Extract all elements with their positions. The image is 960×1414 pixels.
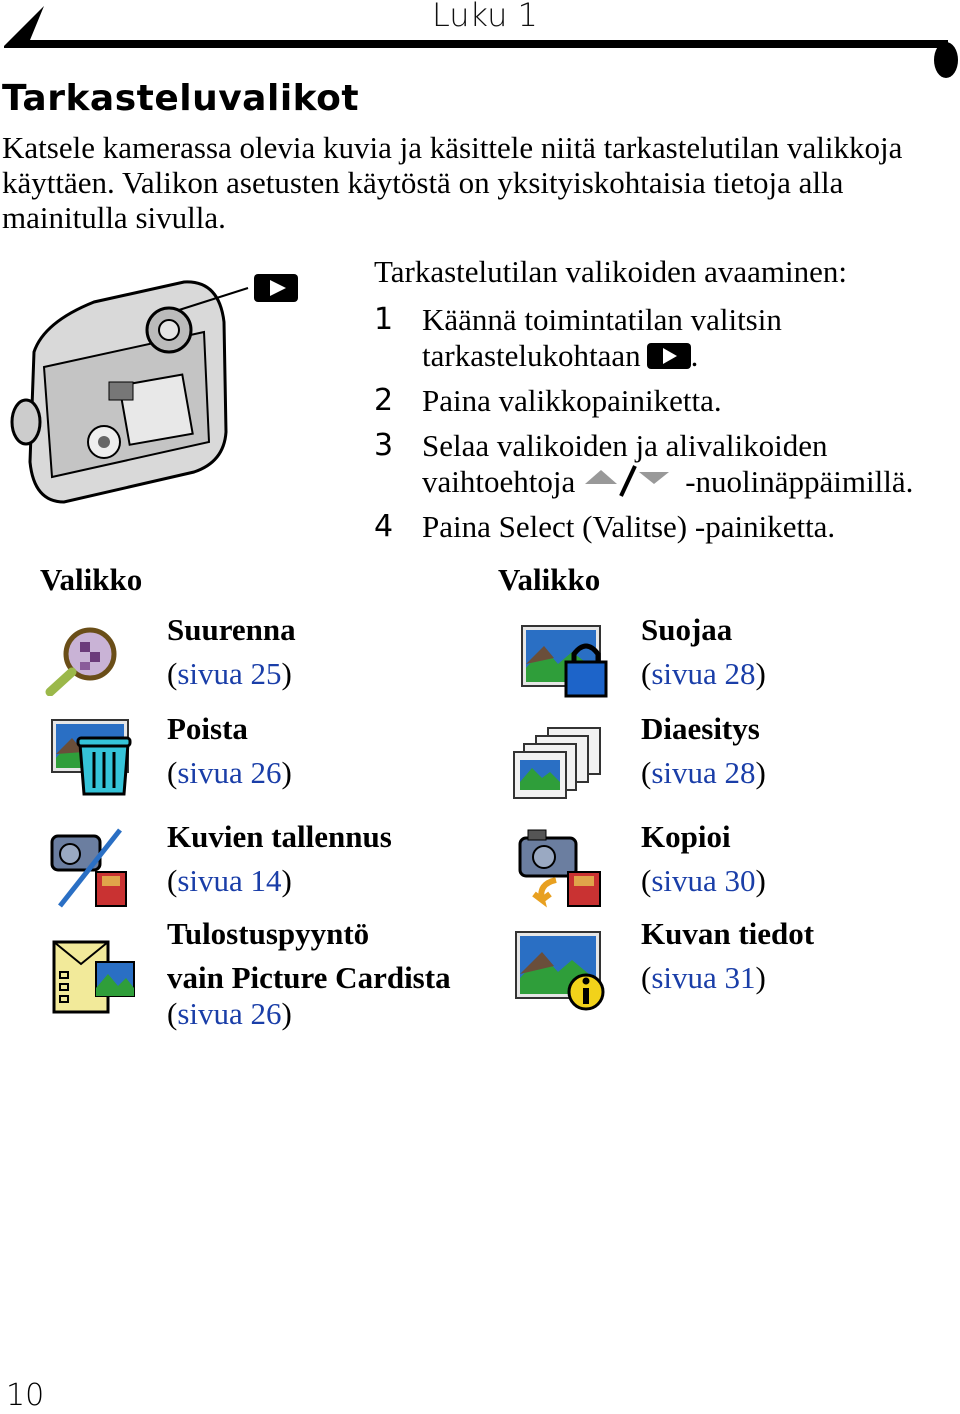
- menu-item-zoom-name: Suurenna: [167, 612, 296, 647]
- intro-paragraph: Katsele kamerassa olevia kuvia ja käsittele niitä tarkastelutilan valikkoja käyttäen. Valikon asetusten käytöstä on yksityiskohtaisia tietoja alla mainitulla sivulla.: [2, 130, 903, 235]
- copy-icon: [516, 824, 610, 910]
- info-icon: [514, 930, 606, 1012]
- menu-item-protect-name: Suojaa: [641, 612, 733, 647]
- step-3: [374, 428, 954, 508]
- magnifier-icon: [44, 622, 124, 696]
- step-2: [374, 383, 934, 423]
- step-number: 1: [374, 302, 394, 337]
- step-number: 2: [374, 383, 394, 418]
- camera-card-icon: [46, 826, 130, 910]
- step-text: Paina valikkopainiketta.: [422, 383, 722, 418]
- menu-item-print-name: Tulostuspyyntö: [167, 916, 370, 951]
- slideshow-icon: [512, 726, 602, 800]
- step-number: 3: [374, 428, 394, 463]
- menu-item-print-link[interactable]: (sivua 26): [167, 996, 292, 1031]
- step-4: [374, 509, 954, 549]
- menu-item-save-name: Kuvien tallennus: [167, 819, 392, 854]
- print-order-icon: [52, 936, 136, 1016]
- step-text: Selaa valikoiden ja alivalikoiden vaihtoehtoja -nuolinäppäimillä.: [422, 428, 914, 499]
- menu-item-info-link[interactable]: (sivua 31): [641, 960, 766, 995]
- trash-icon: [50, 718, 134, 796]
- menu-item-slideshow-name: Diaesitys: [641, 711, 760, 746]
- step-1: [374, 302, 934, 382]
- camera-illustration: [4, 262, 304, 512]
- lock-icon: [520, 624, 610, 700]
- step-text: Paina Select (Valitse) -painiketta.: [422, 509, 836, 544]
- up-down-arrow-icon: [583, 464, 679, 498]
- menu-item-info-name: Kuvan tiedot: [641, 916, 815, 951]
- menu-item-delete-name: Poista: [167, 711, 248, 746]
- review-mode-icon: [647, 343, 691, 369]
- menu-heading-left: Valikko: [40, 562, 143, 597]
- menu-item-copy-link[interactable]: (sivua 30): [641, 863, 766, 898]
- chapter-label: Luku 1: [432, 0, 538, 34]
- menu-item-copy-name: Kopioi: [641, 819, 731, 854]
- page-title: Tarkasteluvalikot: [2, 78, 360, 119]
- menu-item-slideshow-link[interactable]: (sivua 28): [641, 755, 766, 790]
- menu-item-print-name-2: vain Picture Cardista: [167, 960, 451, 995]
- menu-item-zoom-link[interactable]: (sivua 25): [167, 656, 292, 691]
- menu-heading-right: Valikko: [498, 562, 601, 597]
- steps-heading: Tarkastelutilan valikoiden avaaminen:: [374, 254, 847, 289]
- menu-item-protect-link[interactable]: (sivua 28): [641, 656, 766, 691]
- menu-item-save-link[interactable]: (sivua 14): [167, 863, 292, 898]
- step-number: 4: [374, 509, 394, 544]
- menu-item-delete-link[interactable]: (sivua 26): [167, 755, 292, 790]
- page-number: 10: [6, 1378, 45, 1413]
- step-text: Käännä toimintatilan valitsin tarkastelukohtaan .: [422, 302, 782, 373]
